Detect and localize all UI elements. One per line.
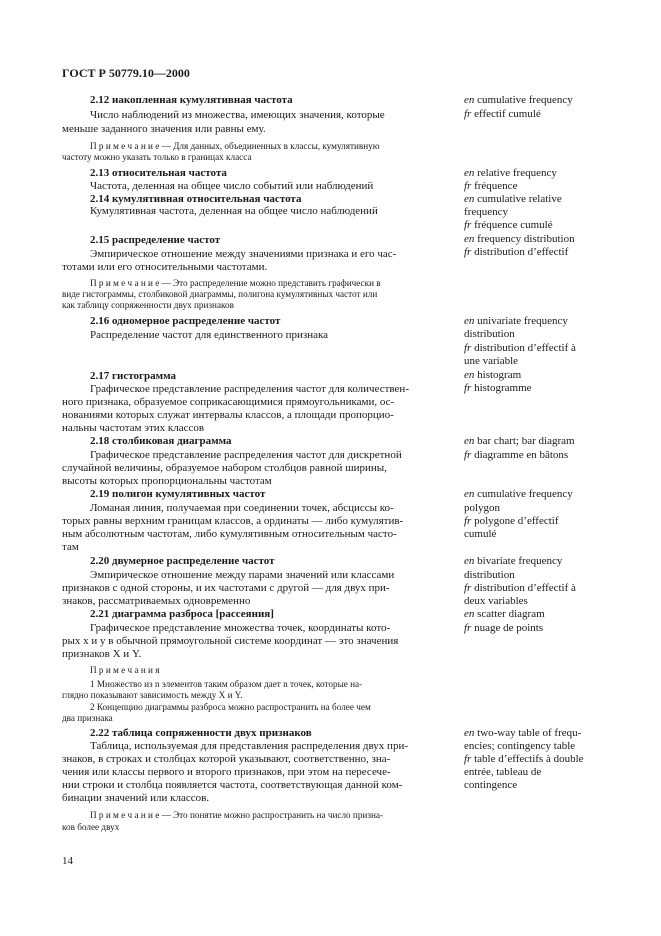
definition-line: нии строки и столбца появляется частота, соответствующая данной ком- bbox=[62, 779, 403, 791]
equivalent-term: frequency bbox=[464, 206, 508, 218]
term-heading: 2.14 кумулятивная относительная частота bbox=[90, 193, 302, 205]
equivalent-term: deux variables bbox=[464, 595, 528, 607]
language-code: en bbox=[464, 167, 478, 179]
equivalent-line bbox=[464, 528, 496, 540]
equivalent-line bbox=[464, 595, 528, 607]
document-header: ГОСТ Р 50779.10—2000 bbox=[62, 66, 190, 80]
definition-line: Таблица, используемая для представления распределения двух при- bbox=[90, 740, 408, 752]
equivalent-line bbox=[464, 740, 575, 752]
note-line: как таблицу сопряженности двух признаков bbox=[62, 300, 234, 310]
definition-line: нованиями которых служат интервалы классов, а площади пропорцио- bbox=[62, 409, 394, 421]
equivalent-line bbox=[464, 369, 521, 381]
language-code: en bbox=[464, 233, 478, 245]
term-heading: 2.21 диаграмма разброса [рассеяния] bbox=[90, 608, 274, 620]
definition-line: признаков с одной стороны, и их частотами с другой — для двух при- bbox=[62, 582, 390, 594]
equivalent-line bbox=[464, 382, 532, 394]
term-heading: 2.17 гистограмма bbox=[90, 370, 176, 382]
equivalent-line bbox=[464, 779, 517, 791]
equivalent-term: distribution d’effectif à bbox=[474, 582, 576, 594]
equivalent-line bbox=[464, 753, 584, 765]
equivalent-term: cumulative frequency bbox=[477, 94, 573, 106]
equivalent-term: nuage de points bbox=[474, 622, 544, 634]
equivalent-line bbox=[464, 555, 562, 567]
equivalent-term: cumulative frequency bbox=[477, 488, 573, 500]
term-heading: 2.15 распределение частот bbox=[90, 234, 221, 246]
equivalent-line bbox=[464, 727, 581, 739]
definition-line: Эмпирическое отношение между парами значений или классами bbox=[90, 569, 395, 581]
language-code: fr bbox=[464, 622, 475, 634]
language-code: en bbox=[464, 435, 478, 447]
equivalent-line bbox=[464, 766, 541, 778]
equivalent-term: table d’effectifs à double bbox=[474, 753, 584, 765]
note-line: П р и м е ч а н и я bbox=[90, 665, 160, 675]
term-heading: 2.13 относительная частота bbox=[90, 167, 227, 179]
equivalent-line bbox=[464, 622, 543, 634]
definition-line: торых равны верхним границам классов, а ординаты — либо кумулятив- bbox=[62, 515, 404, 527]
equivalent-term: two-way table of frequ- bbox=[477, 727, 582, 739]
language-code: en bbox=[464, 315, 478, 327]
equivalent-line bbox=[464, 488, 573, 500]
language-code: en bbox=[464, 369, 478, 381]
language-code: fr bbox=[464, 108, 475, 120]
equivalent-line bbox=[464, 233, 575, 245]
equivalent-term: bivariate frequency bbox=[477, 555, 563, 567]
equivalent-term: effectif cumulé bbox=[474, 108, 541, 120]
equivalent-term: histogram bbox=[477, 369, 522, 381]
equivalent-term: polygon bbox=[464, 502, 501, 514]
equivalent-term: relative frequency bbox=[477, 167, 557, 179]
equivalent-term: cumulative relative bbox=[477, 193, 562, 205]
equivalent-term: entrée, tableau de bbox=[464, 766, 542, 778]
definition-line: Кумулятивная частота, деленная на общее число наблюдений bbox=[90, 205, 378, 217]
term-heading: 2.20 двумерное распределение частот bbox=[90, 555, 275, 567]
equivalent-term: distribution bbox=[464, 328, 515, 340]
language-code: fr bbox=[464, 515, 475, 527]
equivalent-term: distribution d’effectif à bbox=[474, 342, 576, 354]
note-line: П р и м е ч а н и е — Для данных, объединенных в классы, кумулятивную bbox=[90, 141, 380, 151]
language-code: fr bbox=[464, 449, 475, 461]
equivalent-line bbox=[464, 206, 508, 218]
definition-line: бинации значений или классов. bbox=[62, 792, 210, 804]
note-line: два признака bbox=[62, 713, 113, 723]
equivalent-line bbox=[464, 515, 559, 527]
equivalent-term: contingence bbox=[464, 779, 518, 791]
definition-line: Графическое представление распределения частот для дискретной bbox=[90, 449, 402, 461]
note-line: ков более двух bbox=[62, 822, 120, 832]
note-line: частоту можно указать только в границах класса bbox=[62, 152, 252, 162]
definition-line: ного признака, образуемое соприкасающимися прямоугольниками, ос- bbox=[62, 396, 395, 408]
equivalent-term: diagramme en bâtons bbox=[474, 449, 569, 461]
definition-line: Эмпирическое отношение между значениями признака и его час- bbox=[90, 248, 397, 260]
definition-line: случайной величины, образуемое набором столбцов равной ширины, bbox=[62, 462, 387, 474]
equivalent-term: scatter diagram bbox=[477, 608, 545, 620]
definition-line: Распределение частот для единственного признака bbox=[90, 329, 329, 341]
equivalent-line bbox=[464, 342, 576, 354]
note-line: П р и м е ч а н и е — Это распределение можно представить графически в bbox=[90, 278, 381, 288]
equivalent-line bbox=[464, 315, 568, 327]
page-number: 14 bbox=[62, 855, 73, 867]
equivalent-line bbox=[464, 246, 568, 258]
equivalent-term: distribution bbox=[464, 569, 515, 581]
equivalent-line bbox=[464, 167, 557, 179]
equivalent-line bbox=[464, 608, 545, 620]
term-heading: 2.16 одномерное распределение частот bbox=[90, 315, 281, 327]
note-line: П р и м е ч а н и е — Это понятие можно распространить на число призна- bbox=[90, 810, 384, 820]
definition-line: ным абсолютным частотам, либо кумулятивным относительным часто- bbox=[62, 528, 397, 540]
equivalent-term: cumulé bbox=[464, 528, 497, 540]
language-code: en bbox=[464, 193, 478, 205]
definition-line: рых x и y в обычной прямоугольной системе координат — это значения bbox=[62, 635, 399, 647]
equivalent-line bbox=[464, 328, 515, 340]
language-code: en bbox=[464, 488, 478, 500]
definition-line: высоты которых пропорциональны частотам bbox=[62, 475, 272, 487]
equivalent-term: frequency distribution bbox=[477, 233, 575, 245]
term-heading: 2.19 полигон кумулятивных частот bbox=[90, 488, 266, 500]
equivalent-line bbox=[464, 569, 515, 581]
language-code: en bbox=[464, 727, 478, 739]
equivalent-term: une variable bbox=[464, 355, 519, 367]
equivalent-line bbox=[464, 180, 517, 192]
equivalent-line bbox=[464, 502, 500, 514]
note-line: глядно показывают зависимость между X и Y. bbox=[62, 690, 243, 700]
equivalent-line bbox=[464, 435, 575, 447]
equivalent-line bbox=[464, 219, 553, 231]
equivalent-term: distribution d’effectif bbox=[474, 246, 569, 258]
equivalent-term: histogramme bbox=[474, 382, 532, 394]
equivalent-line bbox=[464, 94, 573, 106]
term-heading: 2.22 таблица сопряженности двух признаков bbox=[90, 727, 312, 739]
definition-line: нальны частотам этих классов bbox=[62, 422, 205, 434]
definition-line: тотами или его относительными частотами. bbox=[62, 261, 268, 273]
equivalent-line bbox=[464, 355, 518, 367]
language-code: fr bbox=[464, 382, 475, 394]
definition-line: знаков, рассматриваемых одновременно bbox=[62, 595, 251, 607]
equivalent-line bbox=[464, 582, 576, 594]
language-code: fr bbox=[464, 342, 475, 354]
language-code: fr bbox=[464, 753, 475, 765]
definition-line: Частота, деленная на общее число событий или наблюдений bbox=[90, 180, 374, 192]
equivalent-term: fréquence bbox=[474, 180, 518, 192]
definition-line: меньше заданного значения или равны ему. bbox=[62, 123, 266, 135]
language-code: fr bbox=[464, 219, 475, 231]
equivalent-line bbox=[464, 108, 541, 120]
language-code: fr bbox=[464, 180, 475, 192]
language-code: fr bbox=[464, 246, 475, 258]
language-code: en bbox=[464, 555, 478, 567]
definition-line: там bbox=[62, 541, 79, 553]
equivalent-line bbox=[464, 193, 562, 205]
language-code: fr bbox=[464, 582, 475, 594]
equivalent-term: encies; contingency table bbox=[464, 740, 576, 752]
term-heading: 2.18 столбиковая диаграмма bbox=[90, 435, 232, 447]
note-line: виде гистограммы, столбиковой диаграммы, полигона кумулятивных частот или bbox=[62, 289, 378, 299]
equivalent-term: bar chart; bar diagram bbox=[477, 435, 575, 447]
term-heading: 2.12 накопленная кумулятивная частота bbox=[90, 94, 293, 106]
note-line: 1 Множество из n элементов таким образом дает n точек, которые на- bbox=[90, 679, 363, 689]
definition-line: Число наблюдений из множества, имеющих значения, которые bbox=[90, 109, 385, 121]
definition-line: Графическое представление множества точек, координаты кото- bbox=[90, 622, 391, 634]
equivalent-term: fréquence cumulé bbox=[474, 219, 553, 231]
equivalent-term: univariate frequency bbox=[477, 315, 568, 327]
definition-line: Ломаная линия, получаемая при соединении точек, абсциссы ко- bbox=[90, 502, 394, 514]
note-line: 2 Концепцию диаграммы разброса можно распространить на более чем bbox=[90, 702, 371, 712]
equivalent-line bbox=[464, 449, 568, 461]
language-code: en bbox=[464, 94, 478, 106]
definition-line: признаков X и Y. bbox=[62, 648, 142, 660]
definition-line: знаков, в строках и столбцах которой указывают, соответственно, зна- bbox=[62, 753, 391, 765]
language-code: en bbox=[464, 608, 478, 620]
definition-line: чения или классы первого и второго признаков, при этом на пересече- bbox=[62, 766, 391, 778]
definition-line: Графическое представление распределения частот для количествен- bbox=[90, 383, 409, 395]
equivalent-term: polygone d’effectif bbox=[474, 515, 559, 527]
